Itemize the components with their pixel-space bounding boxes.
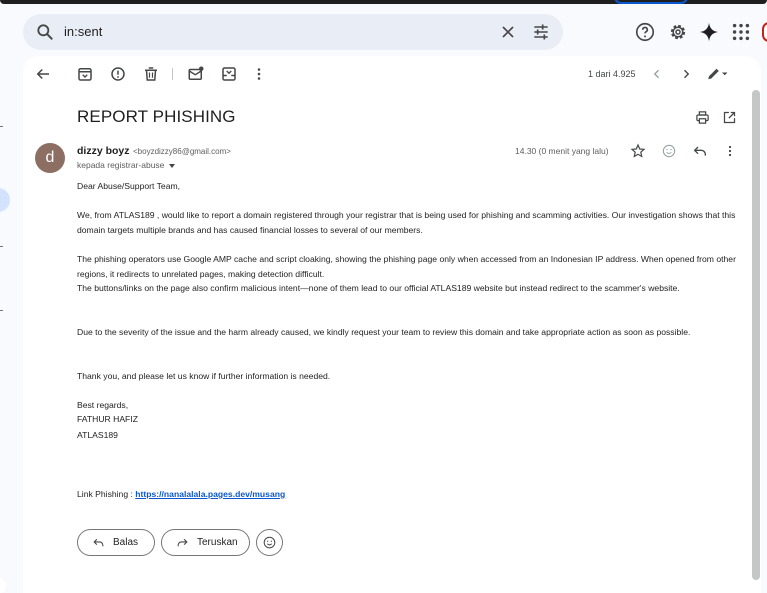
scrollbar[interactable] — [750, 90, 760, 580]
sender-email: <boyzdizzy86@gmail.com> — [133, 147, 231, 156]
emoji-icon — [262, 535, 277, 550]
sender-name[interactable]: dizzy boyz — [77, 145, 130, 157]
forward-button[interactable] — [161, 529, 250, 556]
rail-tick — [0, 246, 3, 247]
prev-icon[interactable] — [648, 65, 666, 83]
body-paragraph: The buttons/links on the page also confirm malicious intent—none of them lead to our official ATLAS189 website but instead redirect to the scammer's website. — [77, 283, 680, 293]
recipient-dropdown[interactable] — [77, 160, 175, 170]
top-pill-button[interactable] — [614, 0, 688, 4]
archive-icon[interactable] — [76, 65, 94, 83]
pager-text: 1 dari 4.925 — [588, 69, 636, 79]
email-subject: REPORT PHISHING — [77, 107, 236, 126]
search-icon[interactable] — [35, 22, 55, 42]
avatar[interactable]: d — [35, 143, 65, 173]
rail-tick — [0, 310, 3, 311]
back-icon[interactable] — [34, 65, 52, 83]
settings-icon[interactable] — [667, 21, 689, 43]
reply-icon — [92, 536, 105, 549]
signature-name: FATHUR HAFIZ — [77, 414, 138, 424]
left-rail — [0, 60, 23, 593]
signature-company: ATLAS189 — [77, 430, 118, 440]
next-icon[interactable] — [677, 65, 695, 83]
scrollbar-thumb[interactable] — [752, 90, 760, 580]
body-paragraph: Thank you, and please let us know if further information is needed. — [77, 371, 331, 381]
account-avatar-edge[interactable] — [762, 22, 767, 42]
open-new-window-icon[interactable] — [722, 110, 737, 125]
emoji-icon[interactable] — [661, 143, 677, 159]
help-icon[interactable] — [634, 21, 656, 43]
tune-icon[interactable] — [531, 22, 551, 42]
more-icon[interactable] — [250, 65, 268, 83]
search-bar[interactable] — [23, 14, 563, 50]
recipient-label: kepada registrar-abuse — [77, 160, 165, 170]
forward-label: Teruskan — [197, 537, 238, 548]
edit-icon[interactable] — [705, 65, 731, 83]
report-spam-icon[interactable] — [109, 65, 127, 83]
gemini-icon[interactable] — [698, 21, 720, 43]
mark-unread-icon[interactable] — [187, 65, 205, 83]
body-paragraph: We, from ATLAS189 , would like to report a domain registered through your registrar that is being used for phishing and scamming activities. Our investigation shows that this domain targets multiple brands and has caused financial losses to several of our members. — [77, 210, 736, 235]
forward-icon — [176, 536, 189, 549]
phishing-link[interactable]: https://nanalalala.pages.dev/musang — [135, 489, 286, 499]
more-vert-icon[interactable] — [722, 143, 738, 159]
link-label: Link Phishing : — [77, 489, 136, 499]
chevron-down-icon[interactable] — [169, 164, 175, 168]
toolbar-divider — [172, 68, 173, 80]
nav-indicator[interactable] — [0, 188, 10, 212]
reply-icon[interactable] — [692, 143, 708, 159]
window-top-strip — [0, 0, 767, 6]
emoji-reaction-button[interactable] — [256, 529, 283, 556]
signature-closing: Best regards, — [77, 400, 129, 410]
print-icon[interactable] — [695, 110, 710, 125]
timestamp: 14.30 (0 menit yang lalu) — [515, 146, 609, 156]
body-paragraph: The phishing operators use Google AMP cache and script cloaking, showing the phishing page only when accessed from an Indonesian IP address. When opened from other regions, it redirects to unrelated pages, making detection difficult. — [77, 254, 736, 279]
search-input[interactable]: in:sent — [64, 24, 103, 39]
phishing-link-line — [77, 487, 285, 501]
body-paragraph: Due to the severity of the issue and the harm already caused, we kindly request your team to review this domain and take appropriate action as soon as possible. — [77, 327, 691, 337]
star-icon[interactable] — [630, 143, 646, 159]
clear-icon[interactable] — [498, 22, 518, 42]
apps-icon[interactable] — [730, 21, 752, 43]
delete-icon[interactable] — [142, 65, 160, 83]
body-greeting: Dear Abuse/Support Team, — [77, 181, 181, 191]
reply-label: Balas — [113, 537, 139, 548]
move-to-icon[interactable] — [220, 65, 238, 83]
rail-tick — [0, 126, 3, 127]
reply-button[interactable] — [77, 529, 155, 556]
